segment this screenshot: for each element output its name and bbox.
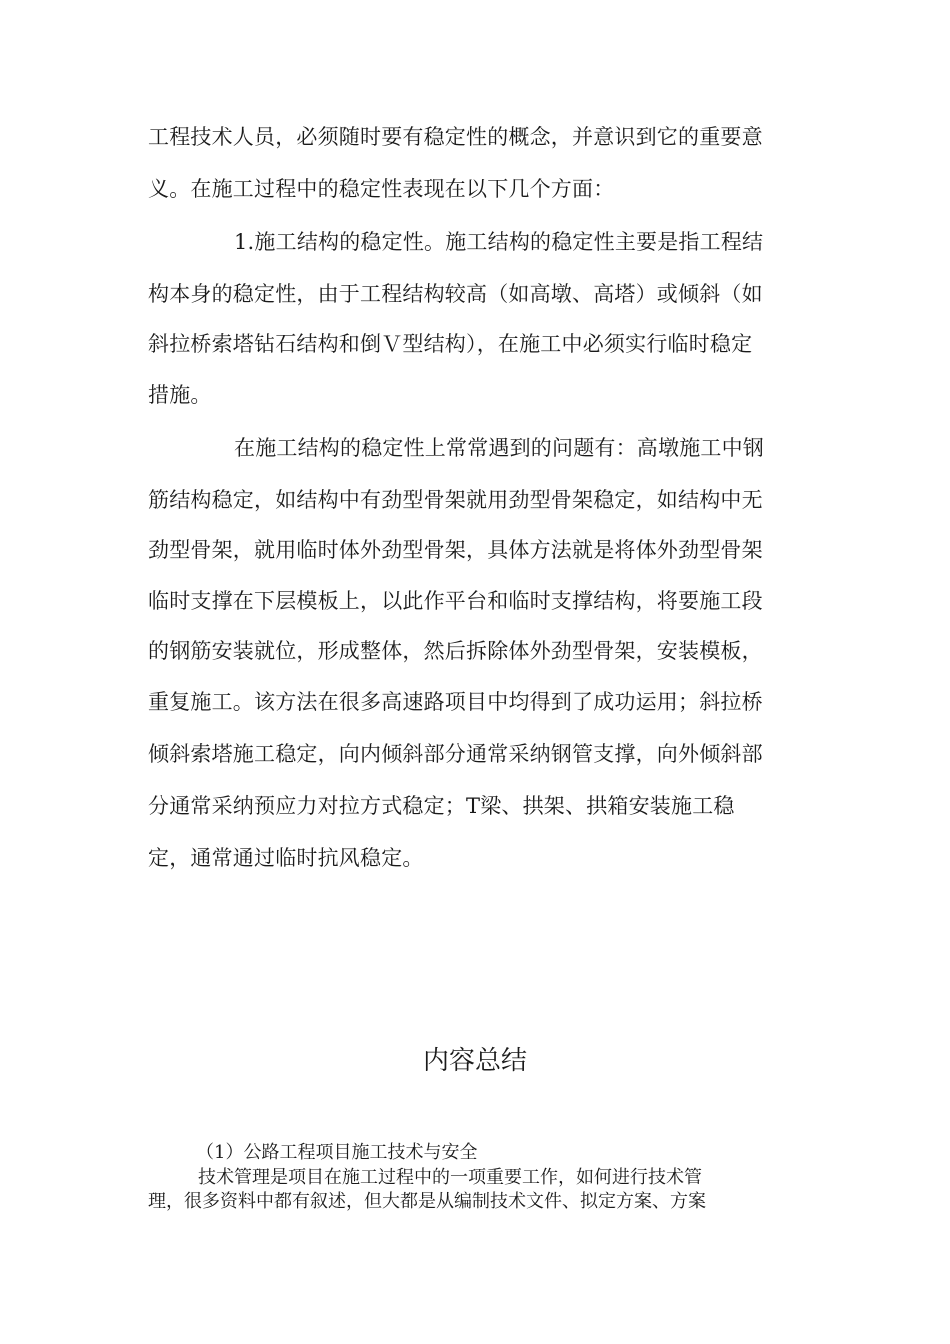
summary-title: 内容总结 (422, 1046, 527, 1076)
paragraph-2-line-3: 斜拉桥索塔钻石结构和倒Ｖ型结构），在施工中必须实行临时稳定 (148, 332, 753, 356)
paragraph-2-line-2: 构本身的稳定性，由于工程结构较高（如高墩、高塔）或倾斜（如 (148, 282, 763, 306)
paragraph-3-line-9: 定，通常通过临时抗风稳定。 (148, 846, 424, 870)
paragraph-3-line-4: 临时支撑在下层模板上，以此作平台和临时支撑结构，将要施工段 (148, 589, 763, 613)
paragraph-3-line-8: 分通常采纳预应力对拉方式稳定；T梁、拱架、拱箱安装施工稳 (148, 794, 735, 818)
paragraph-3-line-6: 重复施工。该方法在很多高速路项目中均得到了成功运用；斜拉桥 (148, 690, 763, 714)
paragraph-3-line-3: 劲型骨架，就用临时体外劲型骨架，具体方法就是将体外劲型骨架 (148, 538, 763, 562)
summary-line-1: 技术管理是项目在施工过程中的一项重要工作，如何进行技术管 (198, 1167, 702, 1188)
paragraph-1-line-1: 工程技术人员，必须随时要有稳定性的概念，并意识到它的重要意 (148, 125, 763, 149)
paragraph-1-line-2: 义。在施工过程中的稳定性表现在以下几个方面： (148, 177, 615, 201)
paragraph-2-line-4: 措施。 (148, 383, 212, 407)
paragraph-3-line-5: 的钢筋安装就位，形成整体，然后拆除体外劲型骨架，安装模板， (148, 639, 763, 663)
paragraph-3-line-7: 倾斜索塔施工稳定，向内倾斜部分通常采纳钢管支撑，向外倾斜部 (148, 742, 763, 766)
paragraph-3-line-1: 在施工结构的稳定性上常常遇到的问题有：高墩施工中钢 (234, 436, 764, 460)
summary-line-2: 理，很多资料中都有叙述，但大都是从编制技术文件、拟定方案、方案 (148, 1191, 706, 1212)
paragraph-2-line-1: 1.施工结构的稳定性。施工结构的稳定性主要是指工程结 (234, 230, 764, 254)
paragraph-3-line-2: 筋结构稳定，如结构中有劲型骨架就用劲型骨架稳定，如结构中无 (148, 488, 763, 512)
summary-heading: （1）公路工程项目施工技术与安全 (196, 1142, 478, 1163)
